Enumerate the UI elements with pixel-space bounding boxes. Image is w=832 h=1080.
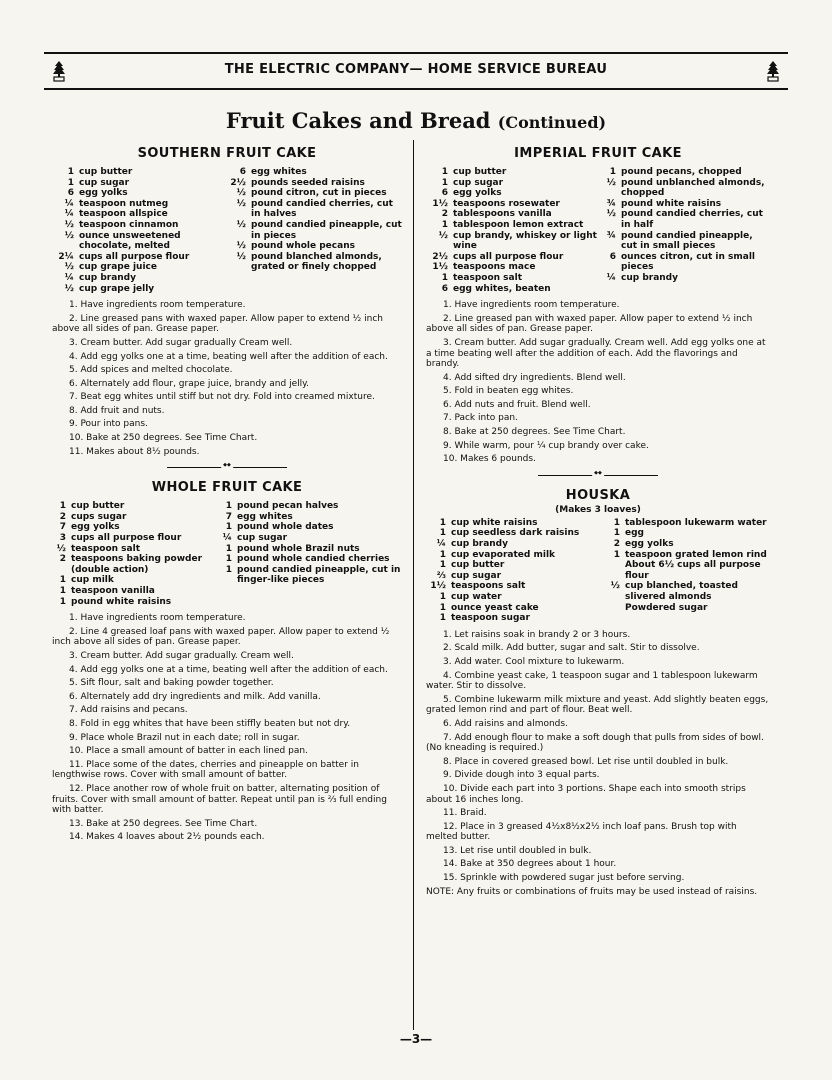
- ingredient-column: [218, 501, 402, 607]
- ingredient-text: cup sugar: [79, 177, 130, 188]
- step-item: 2. Line 4 greased loaf pans with waxed paper. Allow paper to extend ½ inch above all sides of pan. Grease paper.: [52, 626, 390, 648]
- ingredient-item: [602, 581, 770, 602]
- ingredient-quantity: ½: [606, 209, 616, 220]
- ingredient-list: [426, 518, 770, 624]
- ingredient-item: [52, 252, 224, 263]
- ingredient-item: [598, 252, 770, 273]
- step-item: 10. Divide each part into 3 portions. Shape each into smooth strips about 16 inches long.: [426, 783, 746, 805]
- ingredient-text: cup seedless dark raisins: [451, 528, 580, 539]
- ingredient-item: [52, 209, 224, 220]
- ingredient-text: teaspoon salt: [453, 272, 523, 283]
- ingredient-text: ounce unsweetened chocolate, melted: [79, 230, 181, 252]
- ingredient-quantity: 1: [439, 592, 446, 602]
- ingredient-text: cups sugar: [71, 511, 127, 522]
- ingredient-text: cup blanched, toasted slivered almonds: [625, 581, 738, 602]
- ingredient-text: ounce yeast cake: [451, 602, 539, 613]
- ingredient-quantity: 1: [439, 560, 446, 571]
- ingredient-text: ounces citron, cut in small pieces: [621, 251, 756, 273]
- ingredient-text: pound whole Brazil nuts: [237, 543, 360, 554]
- ingredient-item: [426, 252, 598, 263]
- ingredient-quantity: 1: [225, 554, 232, 565]
- ingredient-quantity: 1: [613, 549, 620, 560]
- ingredient-quantity: ½: [606, 177, 616, 188]
- ingredient-item: [224, 220, 402, 241]
- ingredient-item: [426, 209, 598, 220]
- ingredient-quantity: 1: [439, 517, 446, 528]
- ingredient-item: [52, 167, 224, 178]
- ingredient-item: [52, 544, 218, 555]
- ingredient-item: [52, 554, 218, 575]
- ingredient-quantity: ½: [438, 230, 448, 241]
- ingredient-text: About 6½ cups all purpose flour: [625, 560, 761, 581]
- ingredient-text: cups all purpose flour: [453, 251, 564, 262]
- step-item: 1. Let raisins soak in brandy 2 or 3 hours.: [443, 629, 631, 640]
- ingredient-quantity: 6: [441, 188, 448, 199]
- ingredient-item: [602, 603, 770, 614]
- ingredient-quantity: 1: [441, 272, 448, 283]
- ingredient-item: [52, 512, 218, 523]
- ingredient-quantity: 1: [613, 517, 620, 528]
- ingredient-quantity: ½: [236, 219, 246, 230]
- step-item: 10. Bake at 250 degrees. See Time Chart.: [69, 433, 258, 444]
- step-item: 1. Have ingredients room temperature.: [69, 300, 246, 311]
- recipe-imperial-fruit-cake: [426, 146, 770, 465]
- ingredient-item: [52, 178, 224, 189]
- step-item: 2. Scald milk. Add butter, sugar and salt. Stir to dissolve.: [443, 643, 700, 654]
- ingredient-text: egg yolks: [71, 522, 120, 533]
- ingredient-item: [224, 178, 402, 189]
- recipe-title: WHOLE FRUIT CAKE: [151, 480, 303, 496]
- ingredient-text: teaspoon allspice: [79, 209, 168, 220]
- ingredient-quantity: 1½: [432, 262, 448, 273]
- ingredient-text: cup evaporated milk: [451, 549, 556, 560]
- ingredient-quantity: ½: [64, 230, 74, 241]
- ingredient-text: cup water: [451, 592, 502, 602]
- ingredient-item: [218, 544, 402, 555]
- ingredient-quantity: ½: [236, 188, 246, 199]
- ingredient-quantity: 2: [59, 554, 66, 565]
- ingredient-item: [218, 533, 402, 544]
- ingredient-text: teaspoon salt: [71, 543, 141, 554]
- step-item: 15. Sprinkle with powdered sugar just before serving.: [443, 873, 685, 884]
- step-item: 14. Bake at 350 degrees about 1 hour.: [443, 859, 617, 870]
- ingredient-quantity: ½: [64, 219, 74, 230]
- ingredient-item: [426, 178, 598, 189]
- page-title-main: Fruit Cakes and Bread: [225, 108, 491, 133]
- ingredient-text: egg whites: [251, 167, 307, 177]
- step-item: 6. Alternately add dry ingredients and milk. Add vanilla.: [69, 691, 321, 702]
- ingredient-item: [426, 613, 602, 624]
- recipe-steps: [52, 300, 402, 457]
- ingredient-text: egg yolks: [453, 188, 502, 199]
- ingredient-quantity: 6: [239, 167, 246, 177]
- step-item: 5. Add spices and melted chocolate.: [69, 365, 233, 376]
- ingredient-text: cup sugar: [453, 177, 504, 188]
- header-title: THE ELECTRIC COMPANY— HOME SERVICE BUREAU: [224, 62, 608, 77]
- step-item: 12. Place another row of whole fruit on batter, alternating position of fruits. Cover with small amount of batter. Repeat until pan is ⅔ full ending with batter.: [52, 783, 387, 816]
- step-item: 2. Line greased pan with waxed paper. Allow paper to extend ½ inch above all sides of pan. Grease paper.: [426, 313, 753, 335]
- step-item: 9. Divide dough into 3 equal parts.: [443, 770, 600, 781]
- ingredient-quantity: ¼: [436, 539, 446, 550]
- ingredient-text: egg whites: [237, 511, 293, 522]
- page-title: [0, 108, 832, 133]
- ingredient-item: [52, 597, 218, 608]
- step-item: 13. Bake at 250 degrees. See Time Chart.: [69, 818, 258, 829]
- ingredient-text: cup butter: [79, 167, 133, 177]
- step-item: 3. Cream butter. Add sugar gradually. Cream well.: [69, 650, 294, 661]
- ingredient-text: teaspoon sugar: [451, 613, 530, 624]
- ingredient-text: teaspoon grated lemon rind: [625, 549, 767, 560]
- step-item: 8. Place in covered greased bowl. Let rise until doubled in bulk.: [443, 756, 729, 767]
- ingredient-quantity: ½: [236, 198, 246, 209]
- ingredient-item: [426, 199, 598, 210]
- right-column: [426, 146, 770, 900]
- ingredient-text: cups all purpose flour: [71, 533, 182, 544]
- step-item: 12. Place in 3 greased 4½x8½x2½ inch loaf pans. Brush top with melted butter.: [426, 821, 737, 843]
- step-item: 1. Have ingredients room temperature.: [443, 300, 620, 311]
- ingredient-item: [602, 560, 770, 581]
- ingredient-text: pound candied cherries, cut in halves: [251, 198, 393, 220]
- ingredient-item: [218, 565, 402, 586]
- ingredient-quantity: 2: [613, 539, 620, 550]
- ingredient-quantity: 1½: [430, 581, 446, 592]
- step-item: 8. Fold in egg whites that have been stiffly beaten but not dry.: [69, 718, 351, 729]
- ingredient-item: [602, 518, 770, 529]
- ingredient-item: [426, 592, 602, 603]
- ingredient-text: tablespoons vanilla: [453, 209, 552, 220]
- ingredient-quantity: ¼: [606, 272, 616, 283]
- ingredient-quantity: 1: [441, 167, 448, 177]
- ingredient-text: pound candied pineapple, cut in finger-like pieces: [237, 564, 401, 586]
- ingredient-item: [602, 550, 770, 561]
- step-item: 10. Makes 6 pounds.: [443, 454, 536, 465]
- ingredient-column: [426, 518, 602, 624]
- step-item: 4. Combine yeast cake, 1 teaspoon sugar and 1 tablespoon lukewarm water. Stir to dissolve.: [426, 670, 758, 692]
- ingredient-quantity: ¼: [64, 272, 74, 283]
- ingredient-quantity: [602, 560, 625, 581]
- step-item: 6. Alternately add flour, grape juice, brandy and jelly.: [69, 378, 310, 389]
- ingredient-item: [426, 273, 598, 284]
- ingredient-text: pound whole dates: [237, 522, 334, 533]
- recipe-southern-fruit-cake: [52, 146, 402, 457]
- page-number: —3—: [399, 1032, 433, 1046]
- header-bar: [44, 52, 788, 90]
- step-item: 7. Add raisins and pecans.: [69, 705, 188, 716]
- ingredient-text: teaspoons salt: [451, 581, 526, 592]
- ingredient-item: [426, 188, 598, 199]
- step-item: 6. Add raisins and almonds.: [443, 718, 568, 729]
- ingredient-item: [52, 575, 218, 586]
- ingredient-text: pound blanched almonds, grated or finely chopped: [251, 251, 382, 273]
- step-item: 7. Pack into pan.: [443, 413, 518, 424]
- ingredient-item: [426, 231, 598, 252]
- recipe-steps: [426, 300, 770, 465]
- ingredient-item: [52, 231, 224, 252]
- ingredient-item: [52, 533, 218, 544]
- ingredient-quantity: 1: [613, 528, 620, 539]
- ingredient-text: cup milk: [71, 575, 114, 586]
- ingredient-quantity: 2: [59, 511, 66, 522]
- ingredient-item: [52, 586, 218, 597]
- ingredient-quantity: 2½: [230, 177, 246, 188]
- ingredient-text: Powdered sugar: [625, 602, 708, 613]
- step-item: 3. Add water. Cool mixture to lukewarm.: [443, 656, 625, 667]
- step-item: 8. Add fruit and nuts.: [69, 405, 165, 416]
- ingredient-column: [224, 167, 402, 294]
- ingredient-text: pound whole pecans: [251, 241, 355, 252]
- step-item: 6. Add nuts and fruit. Blend well.: [443, 399, 591, 410]
- ingredient-item: [218, 512, 402, 523]
- ingredient-item: [218, 501, 402, 512]
- ingredient-text: egg yolks: [79, 188, 128, 199]
- ingredient-quantity: 1½: [432, 198, 448, 209]
- ingredient-quantity: 1: [67, 177, 74, 188]
- column-divider: [413, 140, 414, 1030]
- ingredient-text: pound candied pineapple, cut in small pieces: [621, 230, 753, 252]
- ingredient-quantity: [602, 603, 625, 614]
- ingredient-quantity: 1: [225, 564, 232, 575]
- ingredient-item: [426, 539, 602, 550]
- ingredient-item: [52, 188, 224, 199]
- ingredient-quantity: 6: [441, 283, 448, 294]
- ingredient-text: pound unblanched almonds, chopped: [621, 177, 765, 199]
- section-separator: [538, 475, 658, 476]
- ingredient-item: [426, 167, 598, 178]
- ingredient-item: [598, 178, 770, 199]
- step-item: 4. Add sifted dry ingredients. Blend well.: [443, 372, 626, 383]
- ingredient-text: cup brandy: [451, 539, 508, 550]
- ingredient-text: egg yolks: [625, 539, 674, 550]
- ingredient-quantity: 1: [59, 586, 66, 596]
- left-column: [52, 146, 402, 846]
- ingredient-text: cups all purpose flour: [79, 251, 190, 262]
- ingredient-text: pound white raisins: [621, 198, 722, 209]
- ingredient-item: [426, 284, 598, 295]
- ingredient-item: [224, 167, 402, 178]
- step-item: 4. Add egg yolks one at a time, beating well after the addition of each.: [69, 664, 388, 675]
- ingredient-text: pound candied pineapple, cut in pieces: [251, 219, 402, 241]
- ingredient-quantity: ¾: [606, 198, 616, 209]
- ingredient-quantity: ½: [64, 283, 74, 294]
- section-separator: [167, 467, 287, 468]
- ingredient-item: [598, 167, 770, 178]
- ingredient-quantity: ¼: [222, 533, 232, 544]
- ingredient-text: pound white raisins: [71, 596, 172, 607]
- ingredient-item: [426, 581, 602, 592]
- ingredient-quantity: ¼: [64, 198, 74, 209]
- ingredient-quantity: 6: [67, 188, 74, 199]
- ingredient-text: cup sugar: [237, 533, 288, 544]
- ingredient-item: [598, 209, 770, 230]
- ingredient-quantity: 7: [59, 522, 66, 533]
- ingredient-item: [426, 262, 598, 273]
- recipe-whole-fruit-cake: [52, 480, 402, 843]
- ingredient-quantity: 2½: [432, 251, 448, 262]
- ingredient-item: [52, 220, 224, 231]
- step-item: 1. Have ingredients room temperature.: [69, 613, 246, 624]
- ingredient-text: teaspoon cinnamon: [79, 219, 179, 230]
- ingredient-quantity: 2: [441, 209, 448, 220]
- ingredient-item: [426, 603, 602, 614]
- step-item: 8. Bake at 250 degrees. See Time Chart.: [443, 427, 626, 438]
- ingredient-item: [426, 528, 602, 539]
- ingredient-item: [218, 554, 402, 565]
- ingredient-quantity: 2¼: [58, 251, 74, 262]
- ingredient-text: teaspoons mace: [453, 262, 536, 273]
- step-item: 7. Add enough flour to make a soft dough that pulls from sides of bowl. (No kneading is required.): [426, 732, 764, 754]
- ingredient-text: cup sugar: [451, 570, 502, 581]
- ingredient-item: [52, 199, 224, 210]
- ingredient-text: pound pecan halves: [237, 501, 339, 512]
- ingredient-item: [224, 199, 402, 220]
- ingredient-text: pound whole candied cherries: [237, 554, 390, 565]
- ingredient-item: [426, 550, 602, 561]
- recipe-houska: [426, 488, 770, 897]
- ingredient-quantity: ¾: [606, 230, 616, 241]
- ingredient-text: cup brandy: [621, 272, 678, 283]
- ingredient-item: [52, 262, 224, 273]
- ingredient-quantity: ½: [64, 262, 74, 273]
- step-item: 5. Sift flour, salt and baking powder together.: [69, 678, 274, 689]
- step-item: 2. Line greased pans with waxed paper. Allow paper to extend ½ inch above all sides of pan. Grease paper.: [52, 313, 383, 335]
- ingredient-quantity: 6: [609, 251, 616, 262]
- recipe-title: SOUTHERN FRUIT CAKE: [137, 146, 317, 161]
- ingredient-text: egg: [625, 528, 644, 539]
- step-item: 11. Braid.: [443, 808, 487, 819]
- ingredient-quantity: ½: [236, 241, 246, 252]
- ingredient-quantity: 1: [225, 522, 232, 533]
- step-item: 13. Let rise until doubled in bulk.: [443, 845, 592, 856]
- ingredient-column: [598, 167, 770, 294]
- ingredient-text: pound pecans, chopped: [621, 167, 742, 177]
- ingredient-item: [602, 539, 770, 550]
- ingredient-text: cup brandy, whiskey or light wine: [453, 230, 597, 252]
- step-item: 14. Makes 4 loaves about 2½ pounds each.: [69, 832, 265, 843]
- ingredient-text: pounds seeded raisins: [251, 177, 365, 188]
- recipe-subtitle: (Makes 3 loaves): [555, 504, 641, 515]
- ingredient-quantity: 1: [439, 549, 446, 560]
- ingredient-quantity: ½: [236, 251, 246, 262]
- ingredient-quantity: 3: [59, 533, 66, 544]
- ingredient-item: [218, 522, 402, 533]
- recipe-steps: [52, 613, 402, 843]
- tree-logo-icon: [766, 60, 780, 82]
- ingredient-item: [52, 522, 218, 533]
- ingredient-quantity: 1: [439, 613, 446, 624]
- step-item: 11. Makes about 8½ pounds.: [69, 446, 200, 457]
- ingredient-quantity: 1: [59, 575, 66, 586]
- ingredient-quantity: 1: [225, 543, 232, 554]
- ingredient-column: [426, 167, 598, 294]
- ingredient-text: cup grape juice: [79, 262, 157, 273]
- ingredient-item: [426, 220, 598, 231]
- ingredient-item: [598, 231, 770, 252]
- ingredient-text: cup butter: [71, 501, 125, 512]
- ingredient-item: [224, 252, 402, 273]
- step-item: 4. Add egg yolks one at a time, beating well after the addition of each.: [69, 351, 388, 362]
- ingredient-text: teaspoon nutmeg: [79, 198, 169, 209]
- ingredient-list: [52, 167, 402, 294]
- ingredient-text: egg whites, beaten: [453, 283, 551, 294]
- step-item: 5. Fold in beaten egg whites.: [443, 386, 574, 397]
- ingredient-text: teaspoon vanilla: [71, 586, 155, 596]
- page-title-continued: (Continued): [497, 113, 607, 132]
- ingredient-quantity: ¼: [64, 209, 74, 220]
- ingredient-text: cup grape jelly: [79, 283, 155, 294]
- recipe-title: HOUSKA: [565, 487, 631, 503]
- ingredient-quantity: 1: [441, 177, 448, 188]
- ingredient-quantity: 1: [439, 528, 446, 539]
- ingredient-text: tablespoon lukewarm water: [625, 517, 767, 528]
- ingredient-quantity: 1: [609, 167, 616, 177]
- step-item: 3. Cream butter. Add sugar gradually Cream well.: [69, 337, 293, 348]
- ingredient-text: cup white raisins: [451, 517, 538, 528]
- ingredient-column: [52, 501, 218, 607]
- step-item: 11. Place some of the dates, cherries and pineapple on batter in lengthwise rows. Cover with small amount of batter.: [52, 759, 359, 781]
- ingredient-item: [224, 241, 402, 252]
- ingredient-item: [426, 571, 602, 582]
- ingredient-quantity: 1: [67, 167, 74, 177]
- ingredient-text: cup brandy: [79, 272, 136, 283]
- ingredient-text: pound citron, cut in pieces: [251, 188, 387, 199]
- step-item: 9. Place whole Brazil nut in each date; roll in sugar.: [69, 732, 300, 743]
- ingredient-item: [52, 501, 218, 512]
- ingredient-list: [426, 167, 770, 294]
- ingredient-text: pound candied cherries, cut in half: [621, 209, 763, 230]
- ingredient-quantity: 1: [441, 219, 448, 230]
- step-item: 9. While warm, pour ¼ cup brandy over cake.: [443, 440, 649, 451]
- ingredient-item: [602, 528, 770, 539]
- step-item: 5. Combine lukewarm milk mixture and yeast. Add slightly beaten eggs, grated lemon rind and part of flour. Beat well.: [426, 694, 769, 716]
- ingredient-quantity: 1: [59, 596, 66, 607]
- recipe-title: IMPERIAL FRUIT CAKE: [514, 146, 682, 161]
- ingredient-column: [602, 518, 770, 624]
- ingredient-column: [52, 167, 224, 294]
- ingredient-quantity: ⅔: [436, 570, 446, 581]
- step-item: 3. Cream butter. Add sugar gradually. Cream well. Add egg yolks one at a time beating well after the addition of each. Add the flavorings and brandy.: [426, 337, 766, 370]
- ingredient-item: [598, 273, 770, 284]
- ingredient-text: cup butter: [453, 167, 507, 177]
- step-item: 9. Pour into pans.: [69, 419, 148, 430]
- ingredient-item: [598, 199, 770, 210]
- ingredient-quantity: 1: [225, 501, 232, 512]
- ingredient-text: tablespoon lemon extract: [453, 219, 584, 230]
- recipe-note: [426, 887, 770, 898]
- ingredient-item: [52, 273, 224, 284]
- ingredient-item: [52, 284, 224, 295]
- ingredient-quantity: ½: [610, 581, 620, 592]
- ingredient-item: [426, 518, 602, 529]
- ingredient-text: cup butter: [451, 560, 505, 571]
- ingredient-text: teaspoons rosewater: [453, 198, 560, 209]
- note-text: NOTE: Any fruits or combinations of fruits may be used instead of raisins.: [426, 886, 758, 897]
- ingredient-list: [52, 501, 402, 607]
- ingredient-item: [224, 188, 402, 199]
- recipe-steps: [426, 630, 770, 884]
- ingredient-quantity: 1: [439, 602, 446, 613]
- ingredient-item: [426, 560, 602, 571]
- step-item: 7. Beat egg whites until stiff but not dry. Fold into creamed mixture.: [69, 392, 375, 403]
- ingredient-quantity: 1: [59, 501, 66, 512]
- ingredient-text: teaspoons baking powder (double action): [71, 554, 203, 575]
- ingredient-quantity: ½: [56, 543, 66, 554]
- step-item: 10. Place a small amount of batter in each lined pan.: [69, 746, 308, 757]
- ingredient-quantity: 7: [225, 511, 232, 522]
